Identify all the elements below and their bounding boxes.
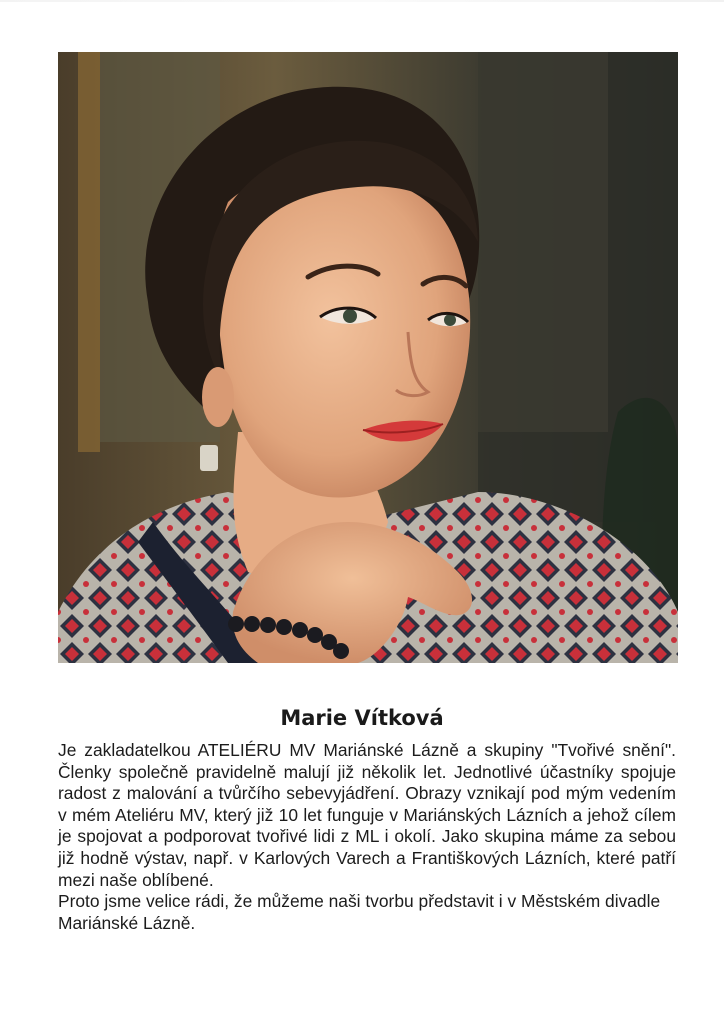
bio-paragraph: Proto jsme velice rádi, že můžeme naši tvorbu představit i v Městském divadle Mariánské Lázně. [58, 891, 661, 933]
portrait-photo [58, 52, 678, 663]
bio-paragraph: Je zakladatelkou ATELIÉRU MV Mariánské Lázně a skupiny "Tvořivé snění". Členky společně pravidelně malují již několik let. Jednotlivé účastníky spojuje radost z malování a tvůrčího sebevyjádření. Obrazy vznikají pod mým vedením v mém Ateliéru MV, který již 10 let funguje v Mariánských Lázních a jehož cílem je spojovat a podporovat tvořivé lidi z ML i okolí. Jako skupina máme za sebou již hodně výstav, např. v Karlových Varech a Františkových Lázních, které patří mezi naše oblíbené. [58, 740, 676, 890]
biography-text [58, 740, 676, 934]
scan-edge [0, 0, 724, 2]
person-name: Marie Vítková [280, 706, 444, 730]
portrait-illustration [58, 52, 678, 663]
